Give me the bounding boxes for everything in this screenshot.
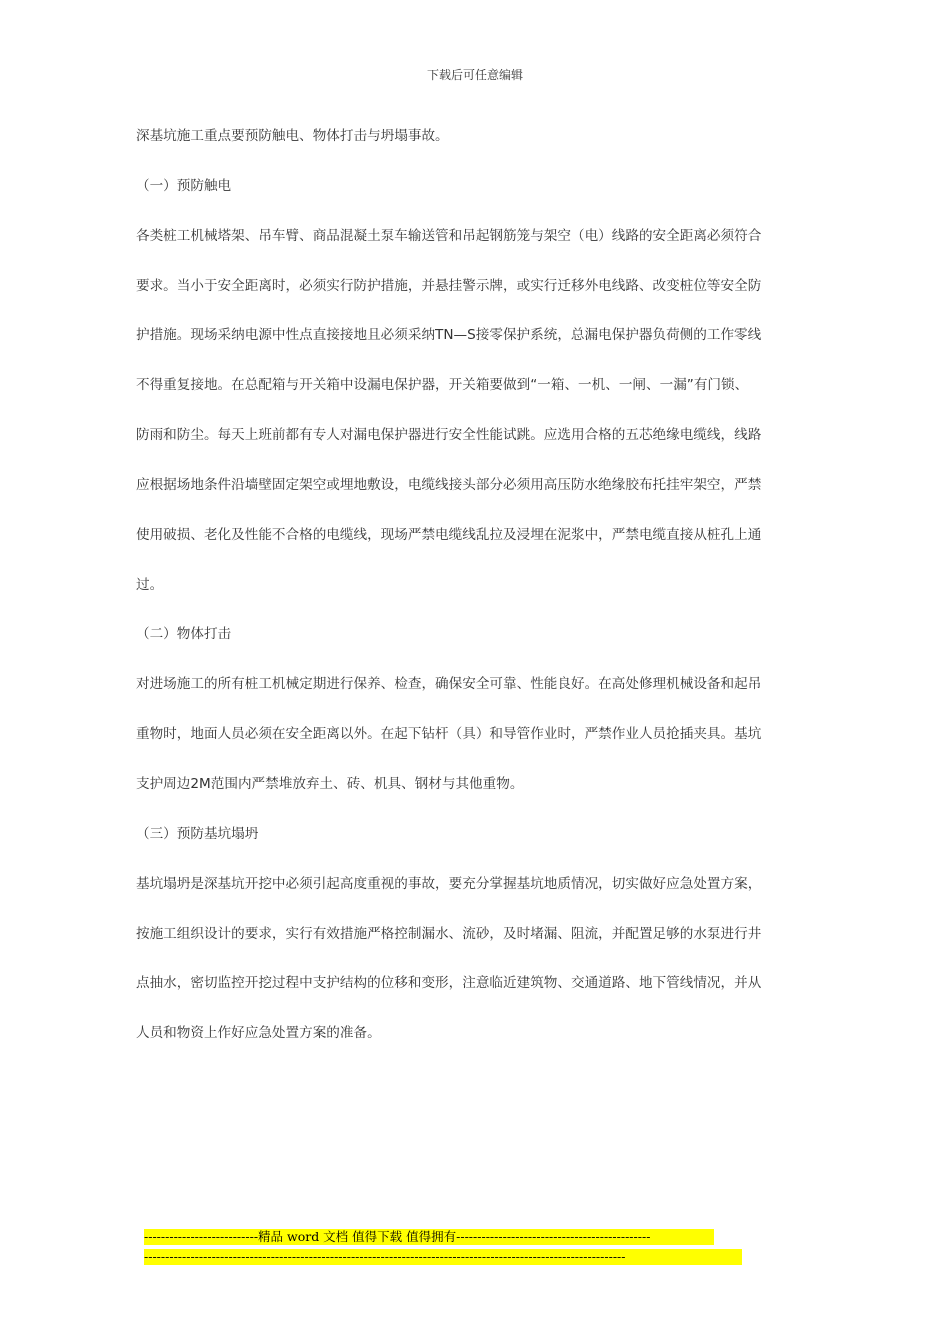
page-header-note: 下载后可任意编辑	[426, 68, 523, 82]
footer-banner-line: ------------------------------------------------------------------------------------------------------------------	[144, 1249, 742, 1265]
body-line: 各类桩工机械塔架、吊车臂、商品混凝土泵车输送管和吊起钢筋笼与架空（电）线路的安全距离必须符合	[136, 227, 762, 244]
footer-banner	[144, 1229, 744, 1269]
body-line: 按施工组织设计的要求，实行有效措施严格控制漏水、流砂，及时堵漏、阻流，并配置足够的水泵进行井	[136, 925, 762, 942]
paragraph-intro: 深基坑施工重点要预防触电、物体打击与坍塌事故。	[136, 128, 449, 144]
body-line: 支护周边2M范围内严禁堆放弃土、砖、机具、钢材与其他重物。	[136, 775, 524, 792]
body-line: 要求。当小于安全距离时，必须实行防护措施，并悬挂警示牌，或实行迁移外电线路、改变桩位等安全防	[136, 277, 762, 294]
body-line: 不得重复接地。在总配箱与开关箱中设漏电保护器，开关箱要做到“一箱、一机、一闸、一漏”有门锁、	[136, 377, 749, 394]
body-line: 基坑塌坍是深基坑开挖中必须引起高度重视的事故，要充分掌握基坑地质情况，切实做好应急处置方案，	[136, 875, 762, 892]
section-heading-electric-shock: （一）预防触电	[136, 177, 232, 194]
footer-banner-line: ---------------------------精品 word 文档 值得下载 值得拥有----------------------------------------------	[144, 1229, 714, 1245]
body-line: 对进场施工的所有桩工机械定期进行保养、检查，确保安全可靠、性能良好。在高处修理机械设备和起吊	[136, 676, 762, 693]
document-body	[136, 121, 808, 1068]
body-line: 过。	[136, 576, 164, 593]
section-heading-pit-collapse: （三）预防基坑塌坍	[136, 825, 259, 842]
body-line: 重物时，地面人员必须在安全距离以外。在起下钻杆（具）和导管作业时，严禁作业人员抢插夹具。基坑	[136, 726, 762, 743]
body-line: 护措施。现场采纳电源中性点直接接地且必须采纳TN—S接零保护系统，总漏电保护器负荷侧的工作零线	[136, 327, 762, 344]
body-line: 点抽水，密切监控开挖过程中支护结构的位移和变形，注意临近建筑物、交通道路、地下管线情况，并从	[136, 975, 762, 992]
body-line: 应根据场地条件沿墙壁固定架空或埋地敷设，电缆线接头部分必须用高压防水绝缘胶布托挂牢架空，严禁	[136, 476, 762, 493]
body-line: 防雨和防尘。每天上班前都有专人对漏电保护器进行安全性能试跳。应选用合格的五芯绝缘电缆线，线路	[136, 427, 762, 444]
section-heading-object-strike: （二）物体打击	[136, 626, 232, 643]
body-line: 人员和物资上作好应急处置方案的准备。	[136, 1025, 381, 1042]
body-line: 使用破损、老化及性能不合格的电缆线，现场严禁电缆线乱拉及浸埋在泥浆中，严禁电缆直接从桩孔上通	[136, 526, 762, 543]
